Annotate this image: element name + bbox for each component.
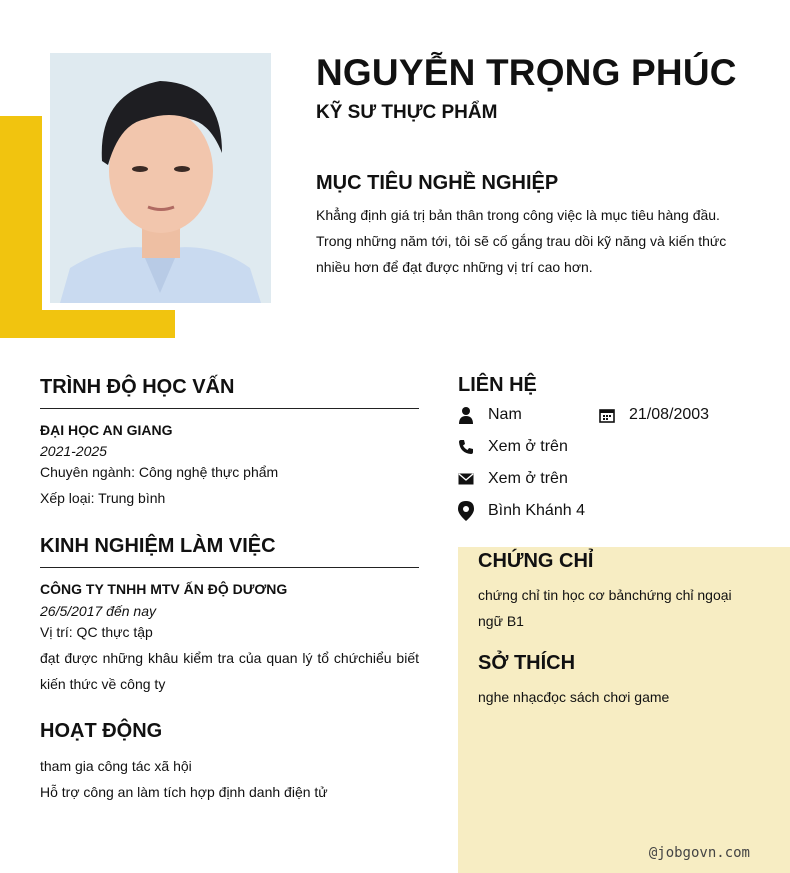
education-period: 2021-2025 [40,443,107,459]
divider [40,567,419,568]
activities-title: HOẠT ĐỘNG [40,720,163,742]
email-value: Xem ở trên [488,470,568,487]
certificates-title: CHỨNG CHỈ [478,550,594,572]
company-name: CÔNG TY TNHH MTV ẤN ĐỘ DƯƠNG [40,581,288,597]
accent-bar-horizontal [0,310,175,338]
activity-item: Hỗ trợ công an làm tích hợp định danh điện tử [40,784,328,800]
location-pin-icon [458,501,488,521]
birthday-value: 21/08/2003 [629,406,710,423]
side-panel [458,547,790,873]
hobbies-text: nghe nhạcđọc sách chơi game [478,689,670,705]
contact-email [458,469,568,489]
education-rank: Xếp loại: Trung bình [40,490,166,506]
gender-value: Nam [488,406,522,423]
calendar-icon [599,405,629,425]
objective-title: MỤC TIÊU NGHỀ NGHIỆP [316,172,559,194]
address-value: Bình Khánh 4 [488,502,585,519]
accent-bar-vertical [0,116,42,338]
job-title: KỸ SƯ THỰC PHẨM [316,102,498,123]
activities-section [40,720,419,805]
profile-photo [50,53,271,303]
experience-title: KINH NGHIỆM LÀM VIỆC [40,535,276,557]
contact-address [458,501,585,521]
education-section [40,376,419,511]
experience-description: đạt được những khâu kiểm tra của quan lý tổ chứchiểu biết kiến thức về công ty [40,650,419,692]
certificates-text: chứng chỉ tin học cơ bảnchứng chỉ ngoại ngữ B1 [478,587,732,629]
phone-icon [458,437,488,457]
objective-text: Khẳng định giá trị bản thân trong công việc là mục tiêu hàng đầu. Trong những năm tới, tôi sẽ cố gắng trau dồi kỹ năng và kiến thức nhiều hơn để đạt được những vị trí cao hơn. [316,207,727,275]
watermark: @jobgovn.com [648,845,750,861]
phone-value: Xem ở trên [488,438,568,455]
candidate-name: NGUYỄN TRỌNG PHÚC [316,52,737,93]
education-major: Chuyên ngành: Công nghệ thực phẩm [40,464,279,480]
experience-position: Vị trí: QC thực tập [40,624,153,640]
hobbies-title: SỞ THÍCH [478,652,576,674]
activity-item: tham gia công tác xã hội [40,758,192,774]
contact-gender [458,405,522,425]
mail-icon [458,469,488,489]
experience-period: 26/5/2017 đến nay [40,603,156,619]
contact-phone [458,437,568,457]
person-icon [458,405,488,425]
contact-title: LIÊN HỆ [458,374,537,396]
school-name: ĐẠI HỌC AN GIANG [40,422,173,438]
divider [40,408,419,409]
experience-section [40,535,419,697]
education-title: TRÌNH ĐỘ HỌC VẤN [40,376,235,398]
contact-birthday [599,405,709,425]
